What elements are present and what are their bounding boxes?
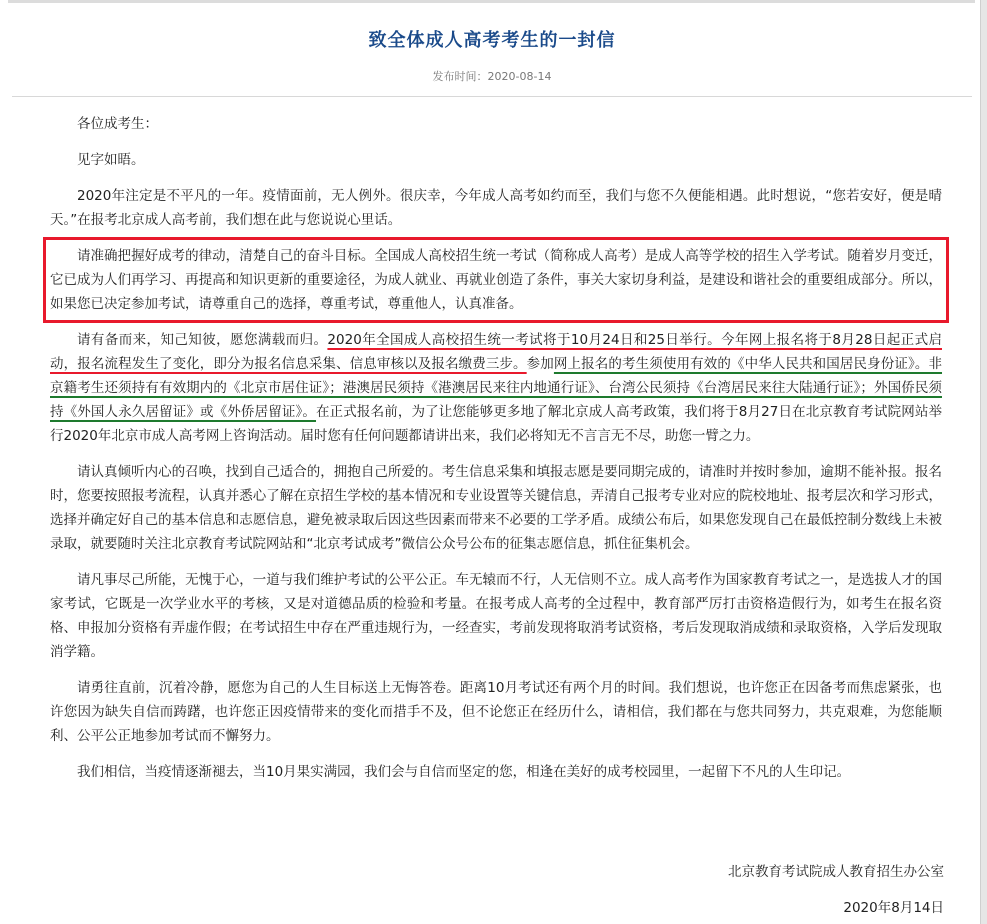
paragraph-integrity: 请凡事尽己所能，无愧于心，一道与我们维护考试的公平公正。车无辕而不行，人无信则不立。成人高考作为国家教育考试之一，是选拔人才的国家考试，它既是一次学业水平的考核，又是对道德品质的检验和考量。在报考成人高考的全过程中，教育部严厉打击资格造假行为，如考生在报名资格、申报加分资格有弄虚作假；在考试招生中存在严重违规行为，一经查实，考前发现将取消考试资格，考后发现取消成绩和录取资格，入学后发现取消学籍。 <box>50 572 942 660</box>
green-underlined-text: 网上报名的考生须使用有效的《中华人民共和国居民身份证》。非京籍考生还须持有有效期内的《北京市居住证》；港澳居民须持《港澳居民来往内地通行证》、台湾公民须持《台湾居民来往大陆通行证》；外国侨民须持《外国人永久居留证》或《外侨居留证》。 <box>50 356 943 420</box>
paragraph-registration <box>50 328 942 448</box>
letter-body <box>50 112 942 796</box>
signature: 北京教育考试院成人教育招生办公室 <box>728 864 944 880</box>
registration-lead: 请有备而来，知己知彼，愿您满载而归。 <box>77 332 328 348</box>
greeting: 见字如晤。 <box>77 152 145 168</box>
paragraph-closing: 我们相信，当疫情逐渐褪去，当10月果实满园，我们会与自信而坚定的您，相逢在美好的成考校园里，一起留下不凡的人生印记。 <box>77 764 851 780</box>
salutation: 各位成考生： <box>77 116 158 132</box>
article-page <box>12 0 972 924</box>
publish-time: 发布时间：2020-08-14 <box>432 70 552 83</box>
highlighted-paragraph: 请准确把握好成考的律动，清楚自己的奋斗目标。全国成人高校招生统一考试（简称成人高考）是成人高等学校的招生入学考试。随着岁月变迁，它已成为人们再学习、再提高和知识更新的重要途径，为成人就业、再就业创造了条件，事关大家切身利益，是建设和谐社会的重要组成部分。所以，如果您已决定参加考试，请尊重自己的选择，尊重考试，尊重他人，认真准备。 <box>50 244 942 316</box>
registration-connector: 参加 <box>526 356 554 372</box>
scrollbar[interactable] <box>980 0 987 924</box>
page-title: 致全体成人高考考生的一封信 <box>368 30 616 51</box>
registration-consult: 在正式报名前，为了让您能够更多地了解北京成人高考政策，我们将于8月27日在北京教育考试院网站举行2020年北京市成人高考网上咨询活动。届时您有任何问题都请讲出来，我们必将知无不言言无不尽，助您一臂之力。 <box>50 404 942 444</box>
red-underlined-text: 2020年全国成人高校招生统一考试将于10月24日和25日举行。今年网上报名将于8月28日起正式启动，报名流程发生了变化，即分为报名信息采集、信息审核以及报名缴费三步。 <box>50 332 942 372</box>
paragraph-encourage: 请勇往直前，沉着冷静，愿您为自己的人生目标送上无悔答卷。距离10月考试还有两个月的时间。我们想说，也许您正在因备考而焦虑紧张，也许您因为缺失自信而踌躇，也许您正因疫情带来的变化而措手不及，但不论您正在经历什么，请相信，我们都在与您共同努力，共克艰难，为您能顺利、公平公正地参加考试而不懈努力。 <box>50 680 942 744</box>
paragraph-apply: 请认真倾听内心的召唤，找到自己适合的，拥抱自己所爱的。考生信息采集和填报志愿是要同期完成的，请准时并按时参加，逾期不能补报。报名时，您要按照报考流程，认真并悉心了解在京招生学校的基本情况和专业设置等关键信息，弄清自己报考专业对应的院校地址、报考层次和学习形式，选择并确定好自己的基本信息和志愿信息，避免被录取后因这些因素而带来不必要的工学矛盾。成绩公布后，如果您发现自己在最低控制分数线上未被录取，就要随时关注北京教育考试院网站和“北京考试成考”微信公众号公布的征集志愿信息，抓住征集机会。 <box>50 464 942 552</box>
title-divider <box>12 96 972 97</box>
letter-date: 2020年8月14日 <box>843 900 944 916</box>
paragraph-intro: 2020年注定是不平凡的一年。疫情面前，无人例外。很庆幸，今年成人高考如约而至，我们与您不久便能相遇。此时想说，“您若安好，便是晴天。”在报考北京成人高考前，我们想在此与您说说心里话。 <box>50 188 942 228</box>
